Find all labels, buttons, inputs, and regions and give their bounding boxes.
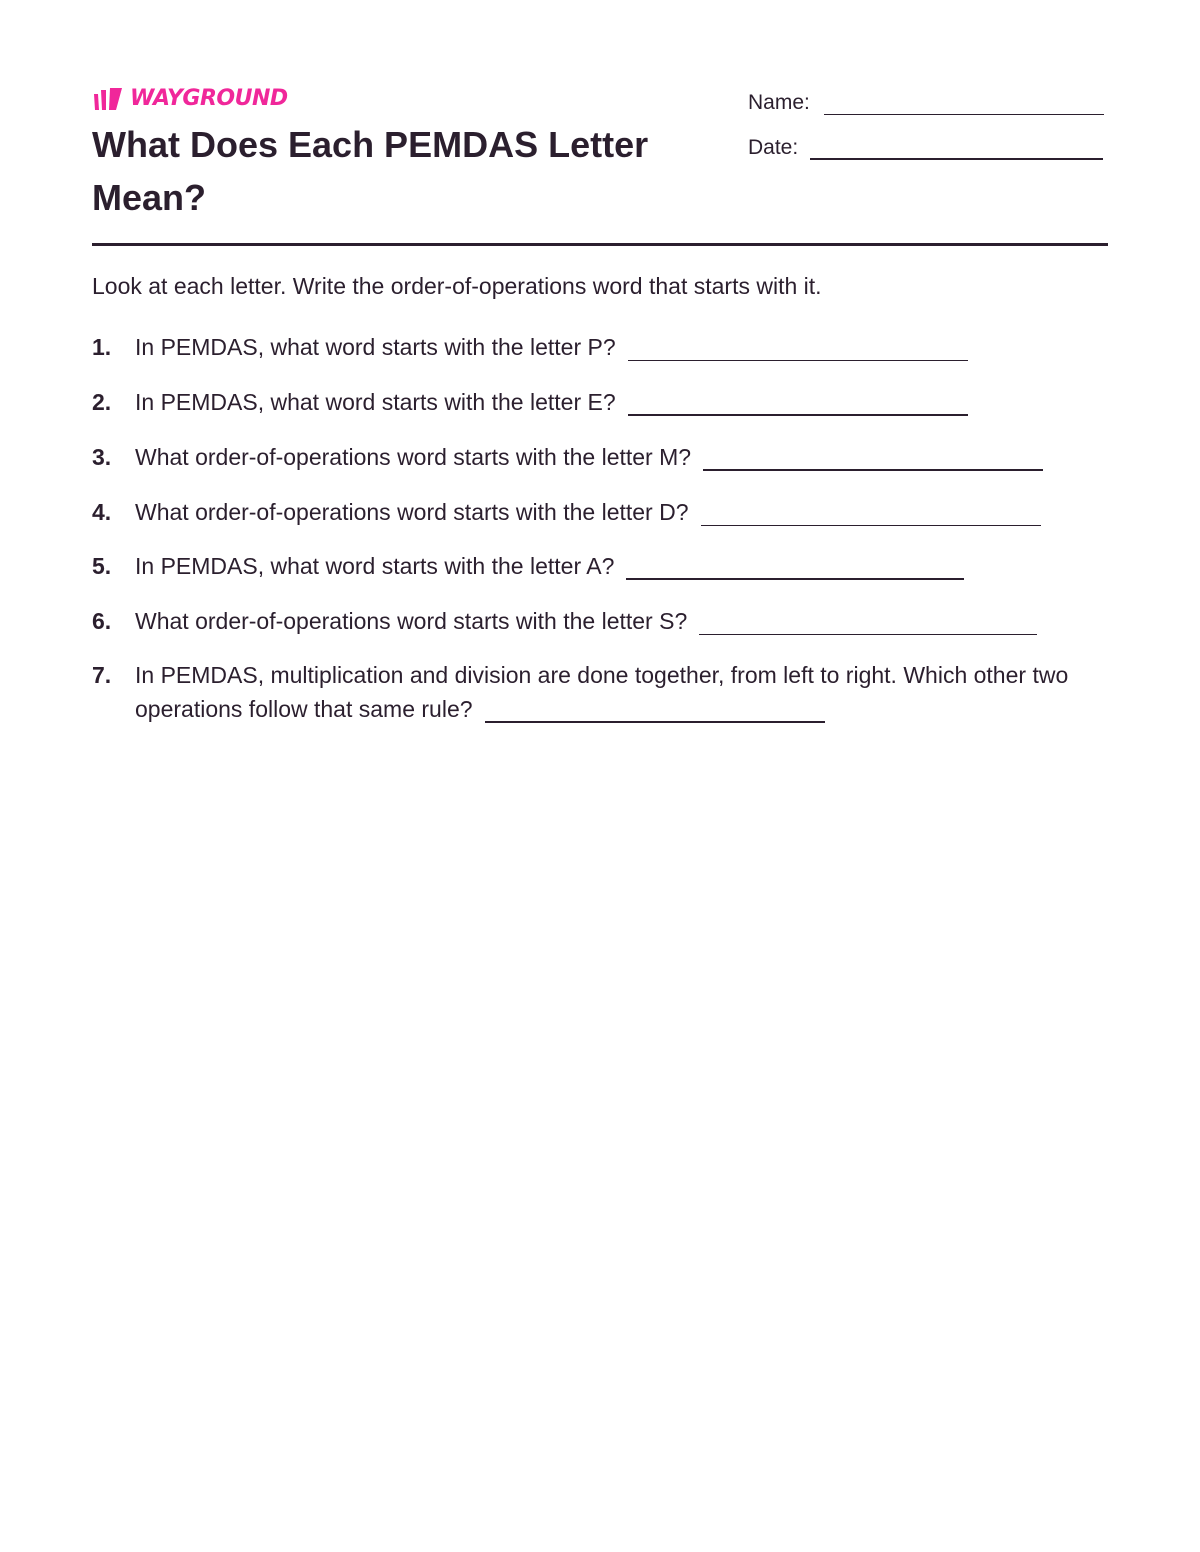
date-label: Date: (748, 136, 799, 159)
question-text: In PEMDAS, what word starts with the letter A? (135, 553, 615, 579)
question-number: 4. (92, 499, 112, 525)
question-text: What order-of-operations word starts with the letter S? (135, 608, 688, 634)
question-item (92, 330, 1095, 364)
question-text: In PEMDAS, what word starts with the letter E? (135, 389, 616, 415)
question-text: In PEMDAS, multiplication and division are done together, from left to right. Which other two operations follow that same rule? (135, 662, 1069, 722)
question-number: 5. (92, 553, 112, 579)
question-item (92, 549, 1095, 583)
header-divider (92, 243, 1108, 246)
question-number: 3. (92, 444, 112, 470)
brand-logo (92, 86, 288, 112)
page-title: What Does Each PEMDAS Letter Mean? (92, 124, 649, 218)
question-text: What order-of-operations word starts with the letter D? (135, 499, 689, 525)
answer-blank[interactable] (701, 507, 1041, 526)
brand-name: WAYGROUND (130, 86, 288, 111)
question-item (92, 440, 1095, 474)
question-item (92, 385, 1095, 419)
date-field[interactable] (748, 132, 1103, 160)
answer-blank[interactable] (628, 342, 968, 361)
question-number: 2. (92, 389, 112, 415)
question-item (92, 604, 1095, 638)
instructions: Look at each letter. Write the order-of-operations word that starts with it. (92, 273, 822, 299)
answer-blank[interactable] (485, 703, 825, 723)
name-label: Name: (748, 91, 810, 114)
name-field[interactable] (748, 88, 1104, 115)
question-number: 7. (92, 662, 112, 688)
question-text: What order-of-operations word starts with the letter M? (135, 444, 692, 470)
date-blank[interactable] (810, 132, 1103, 160)
wayground-logo-icon (92, 86, 124, 112)
answer-blank[interactable] (699, 616, 1037, 635)
question-number: 6. (92, 608, 112, 634)
answer-blank[interactable] (628, 396, 968, 416)
question-item (92, 495, 1095, 529)
answer-blank[interactable] (626, 560, 964, 580)
question-number: 1. (92, 334, 112, 360)
answer-blank[interactable] (703, 451, 1043, 471)
question-text: In PEMDAS, what word starts with the letter P? (135, 334, 616, 360)
question-item (92, 658, 1095, 726)
name-blank[interactable] (824, 88, 1104, 115)
